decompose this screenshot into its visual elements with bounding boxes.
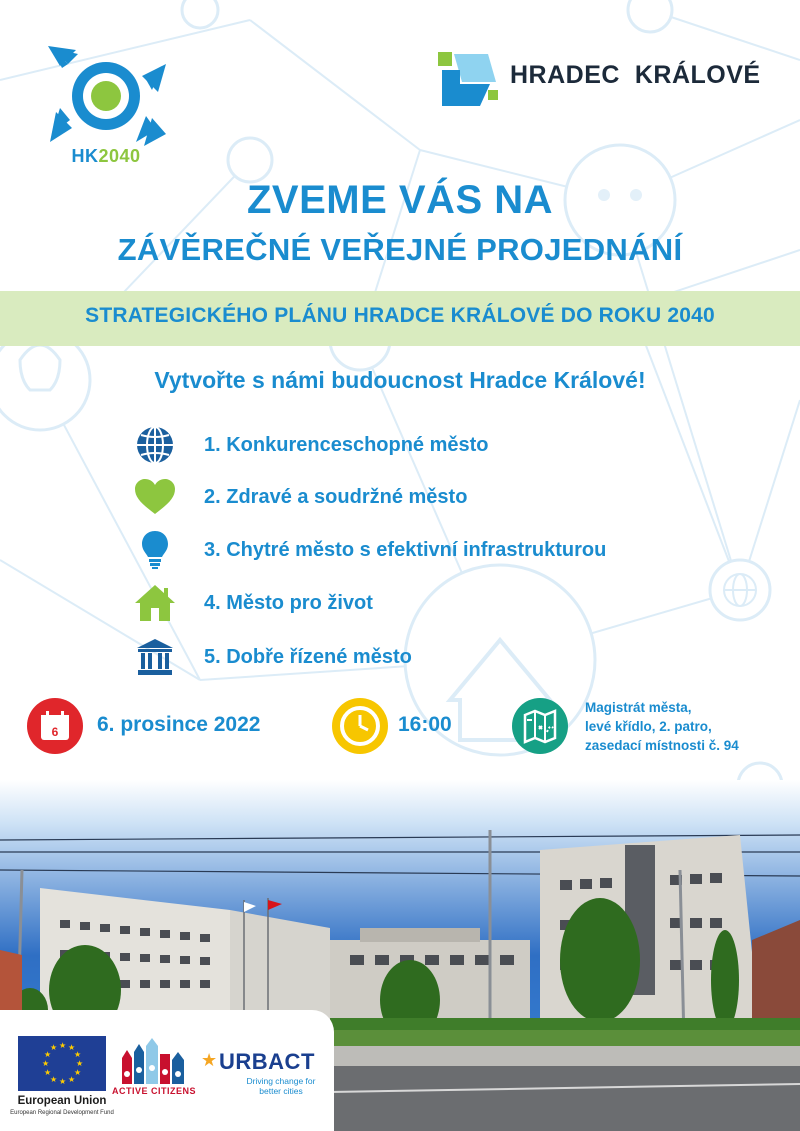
- calendar-icon: [27, 698, 83, 754]
- heading-line1: ZVEME VÁS NA: [246, 178, 554, 222]
- svg-text:★: ★: [59, 1077, 67, 1086]
- hk2040-logo: [48, 46, 166, 171]
- eu-label: European Union: [17, 1095, 107, 1107]
- city-emblem-icon: [436, 50, 502, 110]
- hk-prefix: HK: [71, 146, 99, 166]
- svg-text:★: ★: [44, 1068, 52, 1077]
- eu-fund-label: European Regional Development Fund: [10, 1110, 114, 1116]
- goal-item: [134, 477, 467, 517]
- urbact-label: URBACT: [219, 1049, 315, 1074]
- event-date: 6. prosince 2022: [97, 713, 261, 736]
- svg-text:★: ★: [74, 1050, 82, 1059]
- svg-text:★: ★: [50, 1043, 58, 1052]
- active-citizens-logo: [118, 1038, 192, 1110]
- active-citizens-label: ACTIVE CITIZENS: [112, 1086, 197, 1096]
- hradec-kralove-logo: [436, 50, 766, 112]
- event-time: 16:00: [398, 713, 452, 736]
- svg-text:★: ★: [42, 1059, 50, 1068]
- heart-icon: [134, 477, 176, 517]
- slogan: Vytvořte s námi budoucnost Hradce Králové!: [154, 367, 646, 393]
- goal-label: 2. Zdravé a soudržné město: [204, 485, 468, 508]
- svg-text:★: ★: [68, 1075, 76, 1084]
- goal-item: [134, 637, 412, 677]
- goal-label: 5. Dobře řízené město: [204, 645, 412, 668]
- house-icon: [134, 583, 176, 623]
- goal-item: [134, 530, 606, 570]
- goal-label: 4. Město pro život: [204, 591, 373, 614]
- lightbulb-icon: [134, 530, 176, 570]
- svg-text:★: ★: [50, 1075, 58, 1084]
- place-line2: levé křídlo, 2. patro,: [585, 719, 712, 734]
- urbact-star-icon: ★: [201, 1050, 218, 1070]
- place-line1: Magistrát města,: [585, 700, 692, 715]
- goal-label: 3. Chytré město s efektivní infrastrukturou: [204, 538, 607, 561]
- svg-text:★: ★: [76, 1059, 84, 1068]
- place-line3: zasedací místnosti č. 94: [585, 738, 739, 753]
- svg-text:★: ★: [59, 1041, 67, 1050]
- svg-text:★: ★: [68, 1043, 76, 1052]
- globe-icon: [134, 425, 176, 465]
- hk-year: 2040: [98, 146, 141, 166]
- calendar-day: 6: [51, 725, 59, 739]
- goal-item: [134, 425, 489, 465]
- goal-label: 1. Konkurenceschopné město: [204, 433, 489, 456]
- clock-icon: [332, 698, 388, 754]
- subtitle-text: STRATEGICKÉHO PLÁNU HRADCE KRÁLOVÉ DO ROKU 2040: [85, 304, 715, 327]
- institution-icon: [134, 637, 176, 677]
- svg-text:★: ★: [44, 1050, 52, 1059]
- city-name: HRADEC KRÁLOVÉ: [510, 61, 761, 89]
- hk2040-emblem-icon: [48, 46, 166, 146]
- urbact-tagline: Driving change for better cities: [246, 1076, 316, 1096]
- map-icon: [512, 698, 568, 754]
- hk2040-label: [56, 146, 156, 167]
- goal-item: [134, 583, 373, 623]
- event-place: [585, 698, 739, 755]
- svg-text:★: ★: [74, 1068, 82, 1077]
- heading-line2: ZÁVĚREČNÉ VEŘEJNÉ PROJEDNÁNÍ: [117, 232, 683, 267]
- eu-flag-icon: [18, 1036, 106, 1091]
